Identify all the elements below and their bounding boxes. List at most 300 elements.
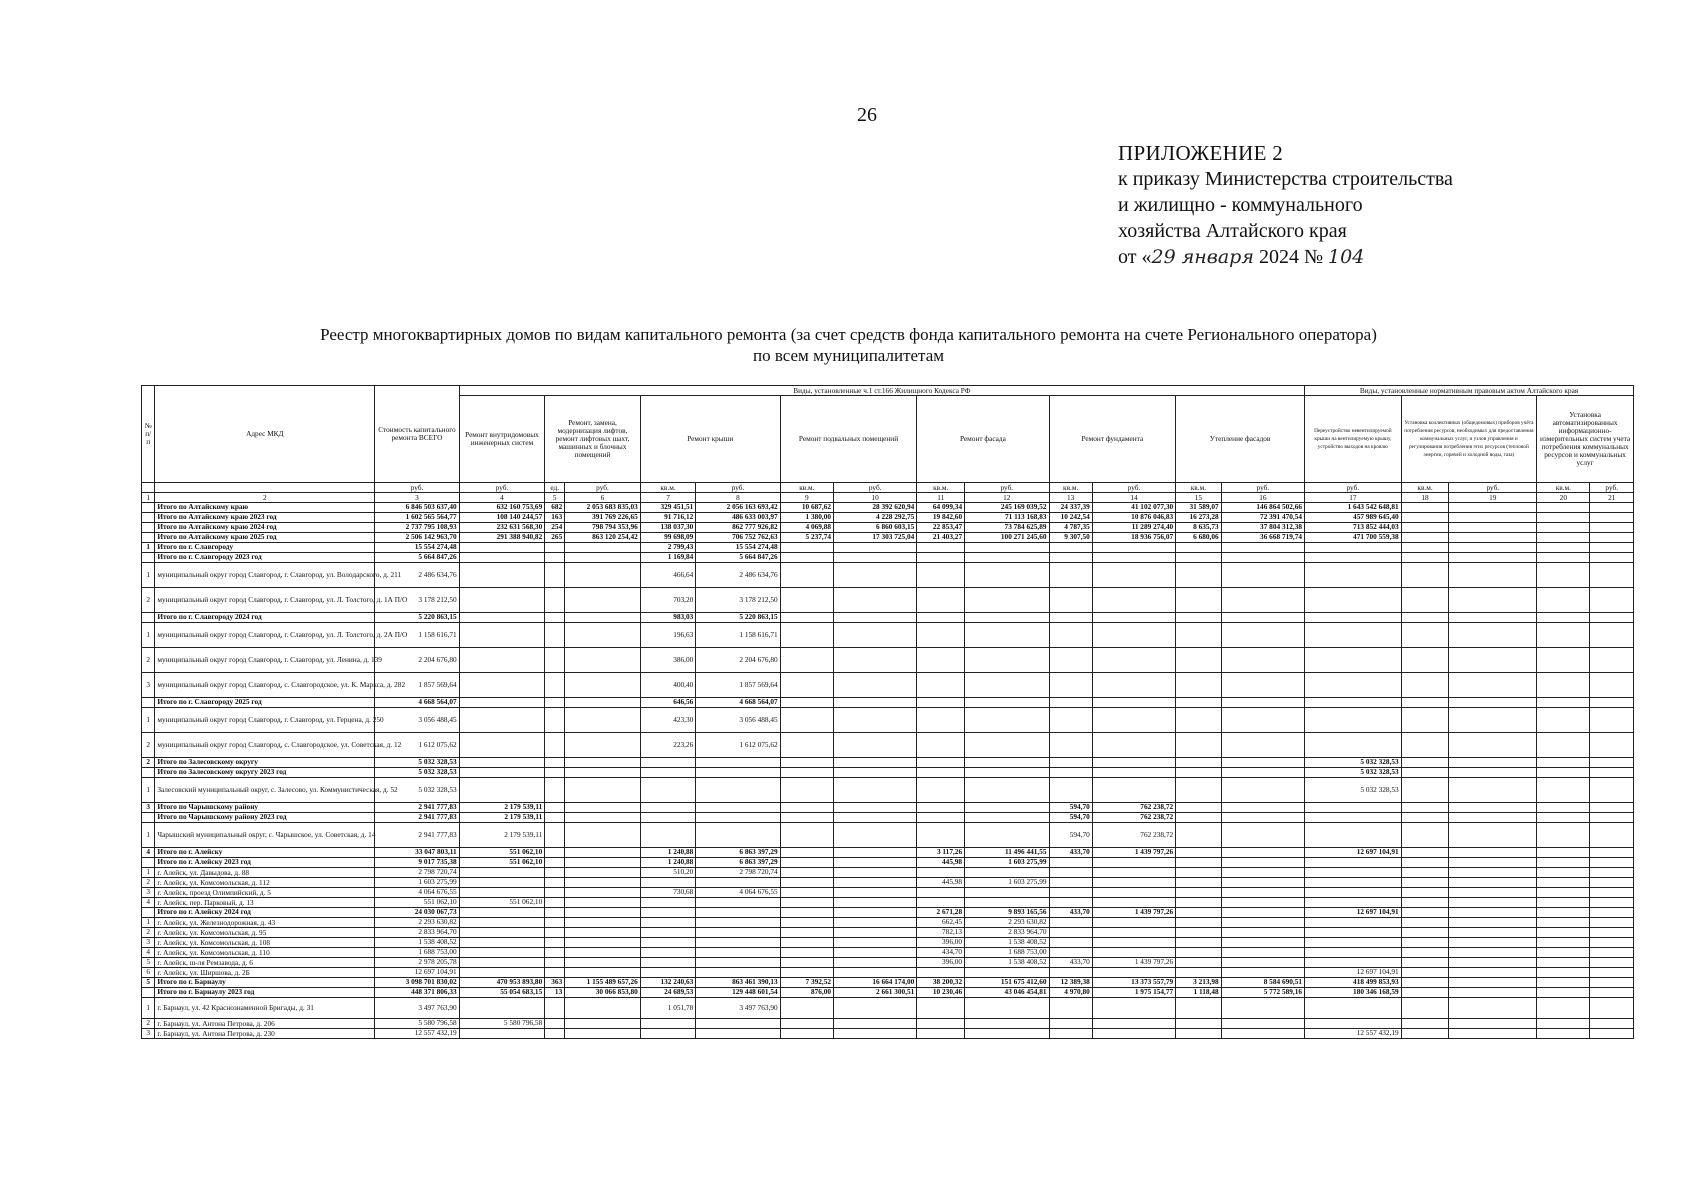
value-cell: 400,40: [640, 673, 696, 698]
value-cell: 2 941 777,83: [375, 803, 459, 813]
row-number-cell: 3: [142, 803, 155, 813]
value-cell: 10 687,62: [780, 503, 833, 513]
header-group-row: [142, 386, 1634, 396]
value-cell: [545, 698, 565, 708]
value-cell: [1305, 708, 1402, 733]
table-total-row: [142, 768, 1634, 778]
value-cell: 433,70: [1049, 848, 1092, 858]
address-cell: Итого по Алтайскому краю 2024 год: [155, 523, 375, 533]
value-cell: [1537, 858, 1590, 868]
value-cell: 10 242,54: [1049, 513, 1092, 523]
value-cell: [1537, 623, 1590, 648]
value-cell: [1449, 778, 1537, 803]
header-meters: Установка коллективных (общедомовых) приборов учёта потребления ресурсов, необходимых для предоставления коммунальных услуг, и узлов управления и регулирования потребления этих ресурсов (тепловой энергии, горячей и холодной воды, газа): [1401, 396, 1537, 483]
value-cell: 2 798 720,74: [375, 868, 459, 878]
value-cell: [1449, 563, 1537, 588]
row-number-cell: [142, 613, 155, 623]
table-total-row: [142, 698, 1634, 708]
value-cell: [965, 588, 1049, 613]
value-cell: [545, 563, 565, 588]
value-cell: [1305, 823, 1402, 848]
value-cell: 471 700 559,38: [1305, 533, 1402, 543]
value-cell: [834, 813, 917, 823]
value-cell: [545, 868, 565, 878]
value-cell: [1590, 803, 1634, 813]
value-cell: [1092, 778, 1175, 803]
value-cell: 73 784 625,89: [965, 523, 1049, 533]
value-cell: 2 179 539,11: [459, 813, 545, 823]
value-cell: 3 497 763,90: [375, 998, 459, 1019]
value-cell: [1176, 1029, 1222, 1039]
value-cell: [1590, 648, 1634, 673]
value-cell: [1221, 613, 1304, 623]
value-cell: [1176, 888, 1222, 898]
unit-cell: руб.: [696, 483, 780, 493]
unit-cell: ед.: [545, 483, 565, 493]
value-cell: 223,26: [640, 733, 696, 758]
value-cell: [780, 998, 833, 1019]
value-cell: 2 833 964,70: [965, 928, 1049, 938]
value-cell: 24 689,53: [640, 988, 696, 998]
value-cell: [1537, 898, 1590, 908]
index-cell: 10: [834, 493, 917, 503]
value-cell: [696, 768, 780, 778]
value-cell: 10 876 046,83: [1092, 513, 1175, 523]
value-cell: 1 439 797,26: [1092, 848, 1175, 858]
value-cell: [780, 1029, 833, 1039]
value-cell: [1449, 533, 1537, 543]
value-cell: 863 461 390,13: [696, 978, 780, 988]
value-cell: [1590, 938, 1634, 948]
row-number-cell: 3: [142, 938, 155, 948]
value-cell: [1176, 623, 1222, 648]
value-cell: [1449, 673, 1537, 698]
value-cell: [1401, 878, 1449, 888]
header-insulation: Утепление фасадов: [1176, 396, 1305, 483]
value-cell: 862 777 926,82: [696, 523, 780, 533]
value-cell: 3 117,26: [917, 848, 965, 858]
value-cell: [965, 968, 1049, 978]
header-address: Адрес МКД: [155, 386, 375, 483]
table-row: [142, 948, 1634, 958]
value-cell: [1401, 958, 1449, 968]
value-cell: 1 688 753,00: [375, 948, 459, 958]
value-cell: [1305, 938, 1402, 948]
value-cell: 18 936 756,07: [1092, 533, 1175, 543]
value-cell: [1092, 588, 1175, 613]
value-cell: [1449, 988, 1537, 998]
appendix-header: [1118, 140, 1453, 270]
value-cell: [565, 778, 641, 803]
value-cell: [696, 898, 780, 908]
value-cell: [1049, 623, 1092, 648]
value-cell: [1092, 858, 1175, 868]
value-cell: [1221, 908, 1304, 918]
value-cell: [1401, 1029, 1449, 1039]
value-cell: 132 240,63: [640, 978, 696, 988]
value-cell: [1092, 563, 1175, 588]
value-cell: [780, 708, 833, 733]
value-cell: [780, 928, 833, 938]
value-cell: [1049, 768, 1092, 778]
value-cell: [965, 998, 1049, 1019]
row-number-cell: 1: [142, 868, 155, 878]
value-cell: [1049, 888, 1092, 898]
value-cell: [1221, 858, 1304, 868]
value-cell: [1590, 868, 1634, 878]
value-cell: 3 056 488,45: [375, 708, 459, 733]
value-cell: [1221, 868, 1304, 878]
value-cell: 876,00: [780, 988, 833, 998]
value-cell: 151 675 412,60: [965, 978, 1049, 988]
value-cell: [1092, 553, 1175, 563]
value-cell: [1449, 648, 1537, 673]
value-cell: [1176, 768, 1222, 778]
value-cell: [1221, 948, 1304, 958]
value-cell: [780, 553, 833, 563]
value-cell: [917, 698, 965, 708]
value-cell: [1590, 673, 1634, 698]
value-cell: [565, 648, 641, 673]
value-cell: [459, 553, 545, 563]
document-title: [0, 324, 1697, 366]
row-number-cell: 1: [142, 563, 155, 588]
value-cell: [1401, 708, 1449, 733]
value-cell: 2 486 634,76: [696, 563, 780, 588]
value-cell: [640, 968, 696, 978]
value-cell: [640, 908, 696, 918]
value-cell: [545, 708, 565, 733]
address-cell: Итого по г. Барнаулу: [155, 978, 375, 988]
value-cell: [1092, 648, 1175, 673]
value-cell: [780, 758, 833, 768]
table-row: [142, 958, 1634, 968]
value-cell: [1401, 918, 1449, 928]
value-cell: 486 633 003,97: [696, 513, 780, 523]
value-cell: [1449, 823, 1537, 848]
value-cell: [834, 648, 917, 673]
value-cell: 1 857 569,64: [696, 673, 780, 698]
value-cell: [834, 708, 917, 733]
value-cell: [917, 613, 965, 623]
value-cell: [1449, 503, 1537, 513]
value-cell: [1092, 968, 1175, 978]
value-cell: [834, 563, 917, 588]
value-cell: [1401, 778, 1449, 803]
handwritten-date: 29 января: [1151, 246, 1254, 268]
header-roof: Ремонт крыши: [640, 396, 780, 483]
value-cell: [1449, 948, 1537, 958]
value-cell: 2 053 683 835,03: [565, 503, 641, 513]
unit-cell: руб.: [1305, 483, 1402, 493]
value-cell: [780, 948, 833, 958]
value-cell: [1590, 848, 1634, 858]
value-cell: 5 032 328,53: [1305, 768, 1402, 778]
header-group-altai: Виды, установленные нормативным правовым актом Алтайского края: [1305, 386, 1634, 396]
row-number-cell: [142, 533, 155, 543]
value-cell: 1 538 408,52: [965, 938, 1049, 948]
value-cell: 30 066 853,80: [565, 988, 641, 998]
value-cell: [1221, 623, 1304, 648]
value-cell: [1049, 968, 1092, 978]
value-cell: [1176, 543, 1222, 553]
value-cell: 1 602 565 564,77: [375, 513, 459, 523]
value-cell: 2 486 634,76: [375, 563, 459, 588]
row-number-cell: 2: [142, 648, 155, 673]
value-cell: 265: [545, 533, 565, 543]
value-cell: [545, 858, 565, 868]
value-cell: [1537, 553, 1590, 563]
value-cell: 2 204 676,80: [696, 648, 780, 673]
value-cell: 71 113 168,83: [965, 513, 1049, 523]
value-cell: [1590, 733, 1634, 758]
value-cell: [1221, 938, 1304, 948]
row-number-cell: 1: [142, 998, 155, 1019]
address-cell: г. Барнаул, ул. Антона Петрова, д. 206: [155, 1019, 375, 1029]
value-cell: [780, 958, 833, 968]
value-cell: [1221, 898, 1304, 908]
value-cell: [1449, 803, 1537, 813]
value-cell: 41 102 077,30: [1092, 503, 1175, 513]
value-cell: [834, 848, 917, 858]
value-cell: 72 391 470,54: [1221, 513, 1304, 523]
value-cell: [834, 1019, 917, 1029]
value-cell: 146 864 502,66: [1221, 503, 1304, 513]
row-number-cell: 2: [142, 758, 155, 768]
document-title-line-1: Реестр многоквартирных домов по видам капитального ремонта (за счет средств фонда капитального ремонта на счете Регионального оператора): [320, 325, 1377, 344]
value-cell: [1401, 948, 1449, 958]
value-cell: [696, 908, 780, 918]
value-cell: [1305, 623, 1402, 648]
address-cell: г. Алейск, проезд Олимпийский, д. 5: [155, 888, 375, 898]
value-cell: 594,70: [1049, 813, 1092, 823]
value-cell: 245 169 039,52: [965, 503, 1049, 513]
value-cell: 762 238,72: [1092, 823, 1175, 848]
value-cell: [834, 778, 917, 803]
value-cell: [780, 968, 833, 978]
value-cell: [834, 858, 917, 868]
value-cell: [1049, 673, 1092, 698]
value-cell: [696, 778, 780, 803]
value-cell: [1221, 813, 1304, 823]
value-cell: [1221, 888, 1304, 898]
value-cell: [780, 673, 833, 698]
value-cell: [1401, 803, 1449, 813]
table-row: [142, 888, 1634, 898]
value-cell: [1590, 768, 1634, 778]
value-cell: [696, 958, 780, 968]
value-cell: 24 337,39: [1049, 503, 1092, 513]
address-cell: муниципальный округ город Славгород, г. Славгород, ул. Володарского, д. 211: [155, 563, 375, 588]
value-cell: [1049, 1019, 1092, 1029]
value-cell: [1590, 778, 1634, 803]
value-cell: [1449, 1019, 1537, 1029]
value-cell: [1449, 958, 1537, 968]
value-cell: [1176, 898, 1222, 908]
value-cell: [917, 813, 965, 823]
index-cell: 20: [1537, 493, 1590, 503]
index-cell: 15: [1176, 493, 1222, 503]
value-cell: [780, 908, 833, 918]
value-cell: [545, 898, 565, 908]
value-cell: [1537, 988, 1590, 998]
value-cell: [640, 878, 696, 888]
value-cell: [834, 1029, 917, 1039]
value-cell: 254: [545, 523, 565, 533]
date-prefix: от «: [1118, 246, 1152, 268]
value-cell: [965, 1019, 1049, 1029]
value-cell: 1 439 797,26: [1092, 908, 1175, 918]
value-cell: 1 603 275,99: [965, 878, 1049, 888]
value-cell: [834, 588, 917, 613]
value-cell: [1092, 613, 1175, 623]
value-cell: 15 554 274,48: [375, 543, 459, 553]
value-cell: 1 155 489 657,26: [565, 978, 641, 988]
value-cell: [1401, 543, 1449, 553]
address-cell: Залесовский муниципальный округ, с. Залесово, ул. Коммунистическая, д. 52: [155, 778, 375, 803]
value-cell: [1401, 563, 1449, 588]
table-body: [142, 503, 1634, 1039]
row-number-cell: 2: [142, 588, 155, 613]
value-cell: [1590, 613, 1634, 623]
value-cell: [1590, 588, 1634, 613]
value-cell: 4 064 676,55: [696, 888, 780, 898]
value-cell: [1176, 733, 1222, 758]
value-cell: [1176, 778, 1222, 803]
unit-cell: кв.м.: [1401, 483, 1449, 493]
value-cell: 646,56: [640, 698, 696, 708]
value-cell: [965, 698, 1049, 708]
value-cell: [780, 868, 833, 878]
value-cell: [565, 673, 641, 698]
value-cell: [780, 858, 833, 868]
value-cell: 13 373 557,79: [1092, 978, 1175, 988]
value-cell: [1305, 918, 1402, 928]
value-cell: [1221, 553, 1304, 563]
value-cell: 2 737 795 108,93: [375, 523, 459, 533]
address-cell: муниципальный округ город Славгород, г. Славгород, ул. Герцена, д. 250: [155, 708, 375, 733]
value-cell: 19 842,60: [917, 513, 965, 523]
value-cell: 551 062,10: [459, 858, 545, 868]
value-cell: [1401, 513, 1449, 523]
value-cell: [696, 928, 780, 938]
table-row: [142, 1019, 1634, 1029]
row-number-cell: 2: [142, 733, 155, 758]
row-number-cell: [142, 813, 155, 823]
value-cell: [640, 918, 696, 928]
value-cell: [1401, 648, 1449, 673]
value-cell: [1049, 858, 1092, 868]
value-cell: [459, 958, 545, 968]
value-cell: 12 389,38: [1049, 978, 1092, 988]
value-cell: [1449, 868, 1537, 878]
value-cell: [545, 803, 565, 813]
value-cell: 1 439 797,26: [1092, 958, 1175, 968]
value-cell: 12 697 104,91: [375, 968, 459, 978]
table-row: [142, 708, 1634, 733]
value-cell: 21 403,27: [917, 533, 965, 543]
value-cell: 4 668 564,07: [696, 698, 780, 708]
value-cell: 17 303 725,04: [834, 533, 917, 543]
value-cell: 3 098 701 830,02: [375, 978, 459, 988]
value-cell: [1449, 878, 1537, 888]
value-cell: [917, 543, 965, 553]
value-cell: [1049, 898, 1092, 908]
value-cell: [834, 868, 917, 878]
value-cell: [565, 543, 641, 553]
row-number-cell: 3: [142, 1029, 155, 1039]
value-cell: 713 852 444,03: [1305, 523, 1402, 533]
value-cell: 2 978 205,78: [375, 958, 459, 968]
value-cell: [917, 898, 965, 908]
value-cell: [834, 733, 917, 758]
value-cell: [1049, 918, 1092, 928]
value-cell: [1449, 888, 1537, 898]
value-cell: [1537, 523, 1590, 533]
value-cell: [965, 898, 1049, 908]
value-cell: [834, 823, 917, 848]
value-cell: [1221, 698, 1304, 708]
value-cell: 5 032 328,53: [1305, 778, 1402, 803]
value-cell: [917, 758, 965, 768]
value-cell: [459, 938, 545, 948]
value-cell: [1049, 563, 1092, 588]
value-cell: [1449, 813, 1537, 823]
value-cell: [965, 733, 1049, 758]
value-cell: [545, 938, 565, 948]
value-cell: 2 799,43: [640, 543, 696, 553]
value-cell: [1537, 978, 1590, 988]
value-cell: [1305, 878, 1402, 888]
value-cell: [545, 613, 565, 623]
value-cell: 36 668 719,74: [1221, 533, 1304, 543]
value-cell: [565, 758, 641, 768]
value-cell: 1 118,48: [1176, 988, 1222, 998]
value-cell: [459, 673, 545, 698]
value-cell: 13: [545, 988, 565, 998]
value-cell: 391 769 226,65: [565, 513, 641, 523]
value-cell: [545, 673, 565, 698]
value-cell: [1049, 948, 1092, 958]
value-cell: [459, 878, 545, 888]
value-cell: [459, 968, 545, 978]
value-cell: [696, 938, 780, 948]
value-cell: [1401, 968, 1449, 978]
value-cell: [1092, 768, 1175, 778]
page-number: 26: [857, 104, 877, 126]
value-cell: [1176, 803, 1222, 813]
header-num: № п/п: [142, 386, 155, 483]
table-total-row: [142, 848, 1634, 858]
value-cell: [1449, 858, 1537, 868]
value-cell: [545, 998, 565, 1019]
value-cell: [1449, 918, 1537, 928]
value-cell: [1221, 918, 1304, 928]
value-cell: [1449, 733, 1537, 758]
value-cell: [1049, 878, 1092, 888]
value-cell: [1092, 918, 1175, 928]
address-cell: Итого по г. Алейску 2024 год: [155, 908, 375, 918]
value-cell: [780, 888, 833, 898]
value-cell: [834, 613, 917, 623]
value-cell: [1590, 958, 1634, 968]
table-row: [142, 778, 1634, 803]
value-cell: 762 238,72: [1092, 803, 1175, 813]
value-cell: [565, 998, 641, 1019]
value-cell: 1 051,78: [640, 998, 696, 1019]
value-cell: [1092, 623, 1175, 648]
value-cell: 291 388 940,82: [459, 533, 545, 543]
